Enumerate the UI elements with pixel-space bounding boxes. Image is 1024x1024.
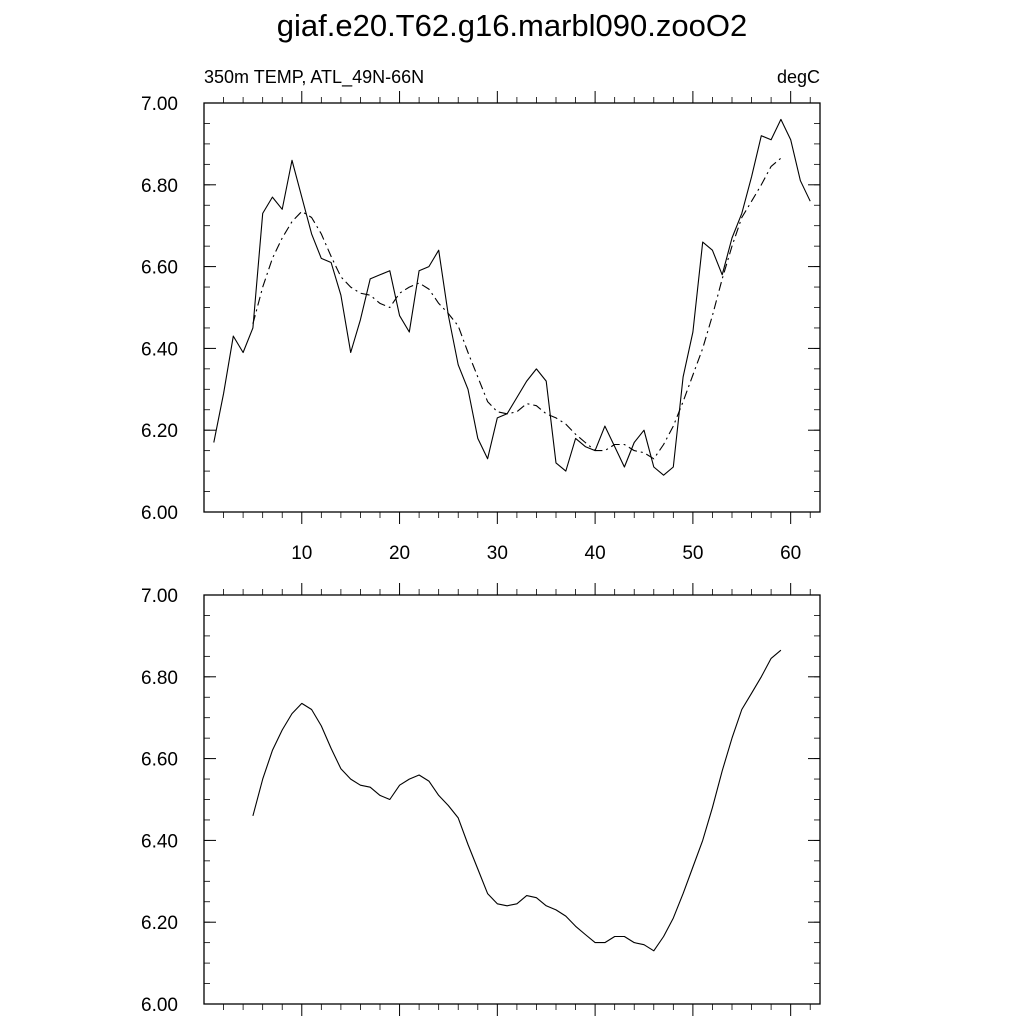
y-tick-label: 6.40 [141, 339, 178, 361]
y-tick-label: 6.60 [141, 749, 178, 771]
x-tick-label: 60 [780, 543, 802, 564]
plot-frame [204, 595, 820, 1004]
y-tick-label: 6.60 [141, 257, 178, 279]
x-tick-label: 50 [682, 543, 704, 564]
bottom-panel [141, 583, 820, 1016]
x-tick-label: 30 [486, 543, 508, 564]
figure-title: giaf.e20.T62.g16.marbl090.zooO2 [276, 8, 748, 43]
y-tick-label: 6.00 [141, 995, 178, 1016]
plot-frame [204, 103, 820, 512]
top-panel [141, 67, 820, 564]
y-tick-label: 6.20 [141, 421, 178, 443]
y-tick-label: 6.00 [141, 503, 178, 524]
y-tick-label: 6.80 [141, 667, 178, 689]
series-line [214, 119, 810, 475]
smoothed-series-line [253, 158, 781, 459]
series-line [253, 650, 781, 951]
y-tick-label: 7.00 [141, 586, 178, 607]
top-panel-left-label: 350m TEMP, ATL_49N-66N [204, 67, 425, 87]
y-tick-label: 7.00 [141, 94, 178, 115]
x-tick-label: 10 [291, 543, 313, 564]
x-tick-label: 20 [388, 543, 411, 564]
top-panel-units-label: degC [776, 67, 820, 87]
x-tick-label: 40 [584, 543, 606, 564]
y-tick-label: 6.20 [141, 913, 178, 935]
y-tick-label: 6.40 [141, 831, 178, 853]
y-tick-label: 6.80 [141, 175, 178, 197]
